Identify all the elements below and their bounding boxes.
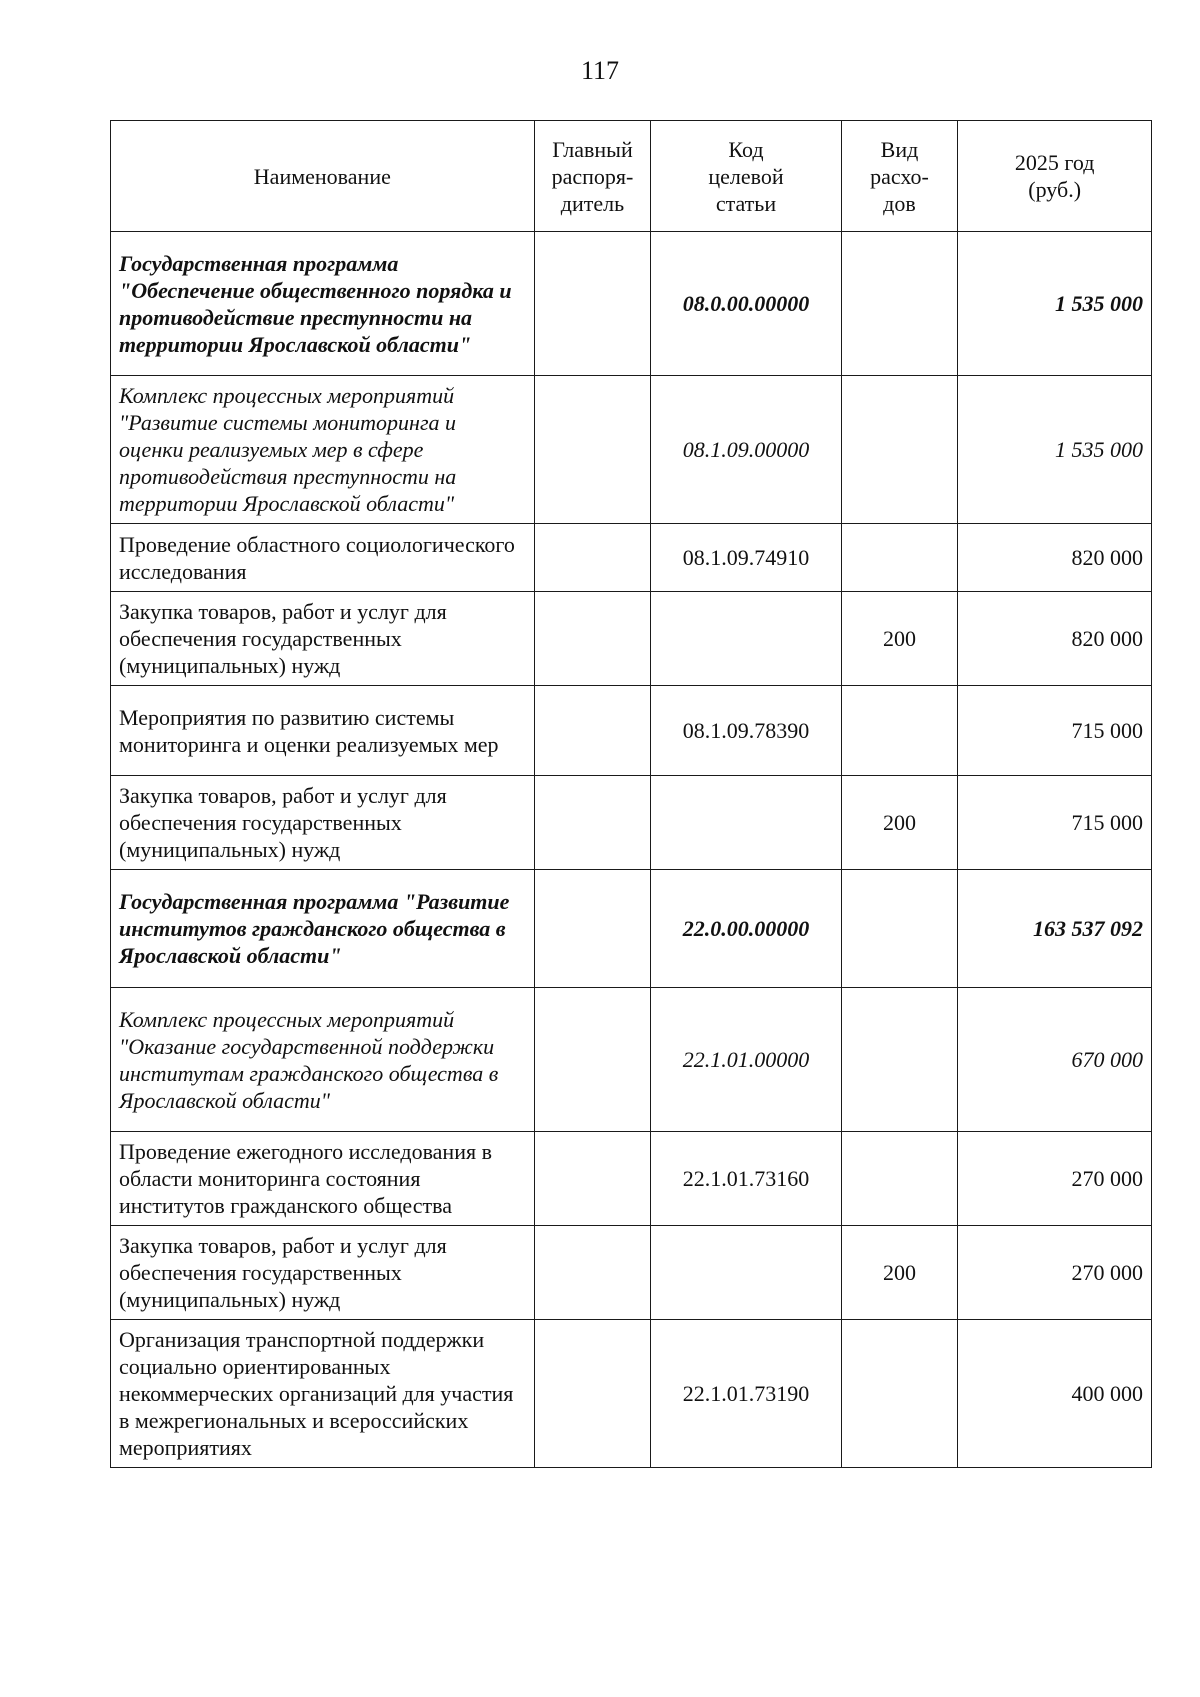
cell-manager	[534, 376, 651, 524]
table-row	[111, 524, 1152, 592]
cell-kind: 200	[841, 592, 958, 686]
cell-code: 22.1.01.00000	[651, 988, 841, 1132]
cell-amount: 715 000	[958, 686, 1152, 776]
cell-code	[651, 592, 841, 686]
cell-kind: 200	[841, 1226, 958, 1320]
cell-code: 08.1.09.00000	[651, 376, 841, 524]
header-code-text: Код целевой статьи	[708, 136, 784, 216]
table-row	[111, 686, 1152, 776]
cell-manager	[534, 1320, 651, 1468]
table-row	[111, 870, 1152, 988]
table-row	[111, 988, 1152, 1132]
table-row	[111, 232, 1152, 376]
cell-manager	[534, 686, 651, 776]
cell-code: 22.0.00.00000	[651, 870, 841, 988]
cell-amount: 400 000	[958, 1320, 1152, 1468]
header-manager	[534, 121, 651, 232]
cell-kind	[841, 988, 958, 1132]
header-amount-text: 2025 год (руб.)	[1014, 150, 1095, 202]
cell-name: Проведение ежегодного исследования в области мониторинга состояния институтов гражданского общества	[111, 1132, 535, 1226]
cell-manager	[534, 232, 651, 376]
cell-amount: 270 000	[958, 1132, 1152, 1226]
header-name: Наименование	[111, 121, 535, 232]
cell-code	[651, 776, 841, 870]
cell-amount: 163 537 092	[958, 870, 1152, 988]
cell-code: 08.0.00.00000	[651, 232, 841, 376]
cell-code: 08.1.09.78390	[651, 686, 841, 776]
cell-manager	[534, 592, 651, 686]
cell-manager	[534, 870, 651, 988]
header-code	[651, 121, 841, 232]
header-row	[111, 121, 1152, 232]
cell-amount: 1 535 000	[958, 376, 1152, 524]
table-row	[111, 1226, 1152, 1320]
cell-code: 22.1.01.73190	[651, 1320, 841, 1468]
table-row	[111, 376, 1152, 524]
cell-kind	[841, 232, 958, 376]
cell-kind	[841, 1320, 958, 1468]
cell-kind	[841, 376, 958, 524]
table-body	[111, 232, 1152, 1468]
cell-name: Организация транспортной поддержки социально ориентированных некоммерческих организаций для участия в межрегиональных и всероссийских мероприятиях	[111, 1320, 535, 1468]
budget-table	[110, 120, 1152, 1468]
cell-name: Закупка товаров, работ и услуг для обеспечения государственных (муниципальных) нужд	[111, 1226, 535, 1320]
table-row	[111, 776, 1152, 870]
cell-kind: 200	[841, 776, 958, 870]
cell-manager	[534, 1226, 651, 1320]
cell-kind	[841, 1132, 958, 1226]
cell-name: Государственная программа "Развитие институтов гражданского общества в Ярославской области"	[111, 870, 535, 988]
table-row	[111, 1132, 1152, 1226]
cell-name: Комплекс процессных мероприятий "Развитие системы мониторинга и оценки реализуемых мер в сфере противодействия преступности на территории Ярославской области"	[111, 376, 535, 524]
cell-kind	[841, 686, 958, 776]
cell-code: 08.1.09.74910	[651, 524, 841, 592]
header-kind	[841, 121, 958, 232]
cell-amount: 1 535 000	[958, 232, 1152, 376]
header-kind-text: Вид расхо-дов	[870, 136, 929, 216]
cell-name: Мероприятия по развитию системы мониторинга и оценки реализуемых мер	[111, 686, 535, 776]
header-amount	[958, 121, 1152, 232]
cell-kind	[841, 870, 958, 988]
cell-kind	[841, 524, 958, 592]
cell-code: 22.1.01.73160	[651, 1132, 841, 1226]
cell-amount: 670 000	[958, 988, 1152, 1132]
cell-amount: 715 000	[958, 776, 1152, 870]
cell-manager	[534, 524, 651, 592]
cell-name: Проведение областного социологического исследования	[111, 524, 535, 592]
header-manager-text: Главный распоря-дитель	[551, 136, 634, 216]
cell-name: Государственная программа "Обеспечение общественного порядка и противодействие преступности на территории Ярославской области"	[111, 232, 535, 376]
cell-amount: 820 000	[958, 592, 1152, 686]
cell-code	[651, 1226, 841, 1320]
table-row	[111, 592, 1152, 686]
cell-name: Комплекс процессных мероприятий "Оказание государственной поддержки институтам гражданского общества в Ярославской области"	[111, 988, 535, 1132]
cell-manager	[534, 776, 651, 870]
cell-name: Закупка товаров, работ и услуг для обеспечения государственных (муниципальных) нужд	[111, 592, 535, 686]
cell-amount: 820 000	[958, 524, 1152, 592]
cell-amount: 270 000	[958, 1226, 1152, 1320]
cell-manager	[534, 988, 651, 1132]
cell-manager	[534, 1132, 651, 1226]
page-number: 117	[580, 56, 620, 85]
table-row	[111, 1320, 1152, 1468]
cell-name: Закупка товаров, работ и услуг для обеспечения государственных (муниципальных) нужд	[111, 776, 535, 870]
